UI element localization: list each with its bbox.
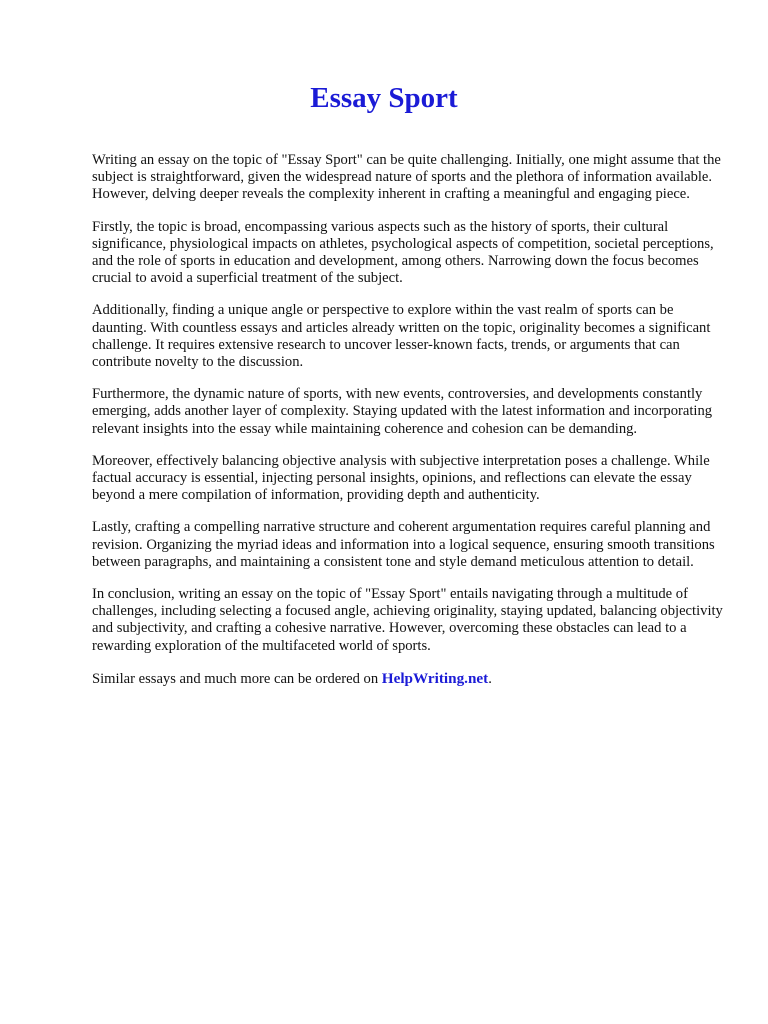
footer-suffix: . [488,670,492,687]
paragraph-4: Furthermore, the dynamic nature of sports, with new events, controversies, and developments constantly emerging, adds another layer of complexity. Staying updated with the latest information and incorporating relevant insights into the essay while maintaining coherence and cohesion can be demanding. [92,386,713,437]
paragraph-5: Moreover, effectively balancing objective analysis with subjective interpretation poses a challenge. While factual accuracy is essential, injecting personal insights, opinions, and reflections can elevate the essay beyond a mere compilation of information, providing depth and authenticity. [92,452,710,504]
paragraph-7: In conclusion, writing an essay on the topic of "Essay Sport" entails navigating through a multitude of challenges, including selecting a focused angle, achieving originality, staying updated, balancing objectivity and subjectivity, and crafting a cohesive narrative. However, overcoming these obstacles can lead to a rewarding exploration of the multifaceted world of sports. [92,586,723,654]
paragraph-1: Writing an essay on the topic of "Essay Sport" can be quite challenging. Initially, one might assume that the subject is straightforward, given the widespread nature of sports and the plethora of information available. However, delving deeper reveals the complexity inherent in crafting a meaningful and engaging piece. [92,152,721,203]
footer-line [92,670,724,688]
page-title: Essay Sport [310,82,458,114]
footer-text: Similar essays and much more can be ordered on [92,670,382,687]
paragraph-6: Lastly, crafting a compelling narrative structure and coherent argumentation requires careful planning and revision. Organizing the myriad ideas and information into a logical sequence, ensuring smooth transitions between paragraphs, and maintaining a consistent tone and style demand meticulous attention to detail. [92,519,715,570]
paragraph-2: Firstly, the topic is broad, encompassing various aspects such as the history of sports, their cultural significance, physiological impacts on athletes, psychological aspects of competition, societal perceptions, and the role of sports in education and development, among others. Narrowing down the focus becomes crucial to avoid a superficial treatment of the subject. [92,218,714,287]
paragraph-3: Additionally, finding a unique angle or perspective to explore within the vast realm of sports can be daunting. With countless essays and articles already written on the topic, originality becomes a significant challenge. It requires extensive research to uncover lesser-known facts, trends, or arguments that can contribute novelty to the discussion. [92,302,711,371]
helpwriting-link[interactable]: HelpWriting.net [381,669,489,687]
